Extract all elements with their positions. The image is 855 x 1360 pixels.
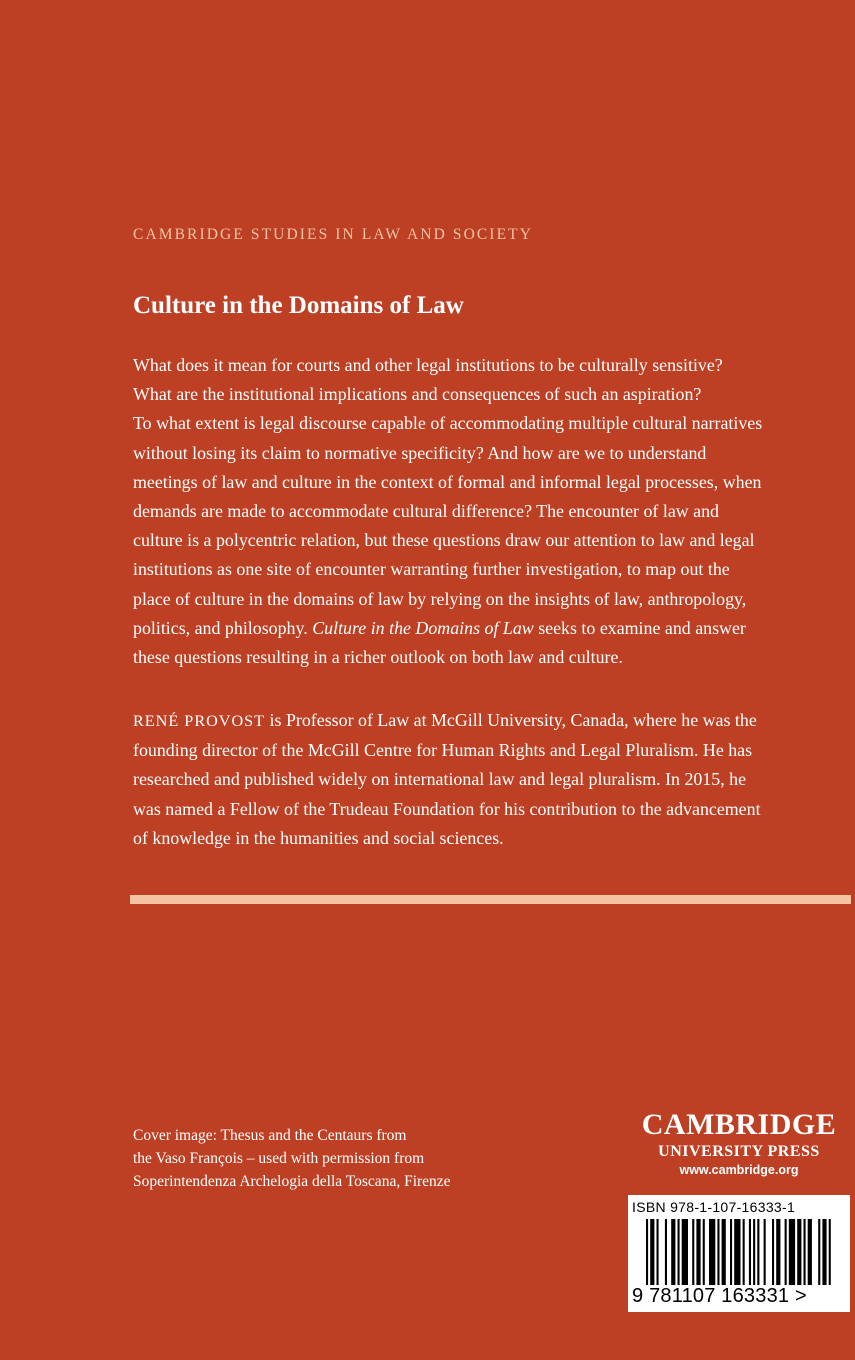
author-name: RENÉ PROVOST (133, 712, 266, 730)
book-title: Culture in the Domains of Law (133, 292, 464, 319)
barcode-bar (789, 1219, 795, 1285)
barcode-bar (717, 1219, 719, 1285)
barcode-bar (692, 1219, 694, 1285)
publisher-subname: UNIVERSITY PRESS (658, 1143, 820, 1160)
book-description (133, 351, 845, 672)
barcode-bar (730, 1219, 732, 1285)
isbn-label: ISBN 978-1-107-16333-1 (632, 1199, 796, 1215)
barcode-bar (785, 1219, 787, 1285)
publisher-logo (628, 1108, 850, 1178)
barcode-digits: 9 781107 163331 > (632, 1285, 807, 1307)
barcode-bar (804, 1219, 806, 1285)
divider-rule (130, 895, 851, 904)
description-line (133, 614, 845, 643)
barcode-bar (665, 1219, 667, 1285)
barcode-bar (650, 1219, 654, 1285)
barcode-bar (734, 1219, 740, 1285)
barcode-bar (818, 1219, 820, 1285)
barcode-bar (696, 1219, 700, 1285)
bio-line (133, 706, 845, 736)
description-line: meetings of law and culture in the context of formal and informal legal processes, when (133, 471, 762, 492)
cover-image-credit (133, 1124, 451, 1193)
barcode-bar (797, 1219, 801, 1285)
description-line: What does it mean for courts and other legal institutions to be culturally sensitive? (133, 355, 723, 375)
book-title-italic: Culture in the Domains of Law (312, 617, 534, 638)
description-line: without losing its claim to normative specificity? And how are we to understand (133, 442, 707, 463)
publisher-name: CAMBRIDGE (641, 1108, 837, 1141)
barcode-bar (743, 1219, 745, 1285)
barcode-bar (757, 1219, 759, 1285)
description-line: demands are made to accommodate cultural difference? The encounter of law and (133, 501, 719, 522)
isbn-barcode (628, 1195, 850, 1312)
bio-line: of knowledge in the humanities and social sciences. (133, 827, 504, 848)
series-title: CAMBRIDGE STUDIES IN LAW AND SOCIETY (133, 226, 534, 243)
barcode-bar (753, 1219, 755, 1285)
barcode-bar (671, 1219, 675, 1285)
barcode-bar (657, 1219, 659, 1285)
barcode-bar (703, 1219, 705, 1285)
author-bio (133, 706, 845, 853)
barcode-bar (776, 1219, 780, 1285)
description-line: institutions as one site of encounter warranting further investigation, to map out the (133, 559, 730, 580)
description-line: place of culture in the domains of law by relying on the insights of law, anthropology, (133, 588, 747, 609)
bio-line: founding director of the McGill Centre for Human Rights and Legal Pluralism. He has (133, 740, 753, 761)
barcode-bar (808, 1219, 812, 1285)
barcode-bar (646, 1219, 648, 1285)
barcode-bar (764, 1219, 766, 1285)
barcode-bar (829, 1219, 831, 1285)
barcode-bar (709, 1219, 715, 1285)
bio-line: was named a Fellow of the Trudeau Foundation for his contribution to the advancement (133, 798, 761, 819)
barcode-bar (722, 1219, 726, 1285)
description-text: seeks to examine and answer (533, 617, 746, 638)
description-line: these questions resulting in a richer outlook on both law and culture. (133, 647, 623, 668)
bio-line: researched and published widely on international law and legal pluralism. In 2015, he (133, 769, 747, 790)
credit-line: the Vaso François – used with permission from (133, 1150, 425, 1167)
barcode-bar (682, 1219, 688, 1285)
barcode-bar (678, 1219, 680, 1285)
barcode-bar (749, 1219, 751, 1285)
barcode-bar (772, 1219, 774, 1285)
publisher-url: www.cambridge.org (679, 1163, 799, 1177)
description-line: culture is a polycentric relation, but these questions draw our attention to law and legal (133, 530, 755, 551)
description-text: politics, and philosophy. (133, 617, 313, 638)
credit-line: Soperintendenza Archelogia della Toscana, Firenze (133, 1173, 451, 1190)
description-line: What are the institutional implications and consequences of such an aspiration? (133, 384, 702, 405)
barcode-bar (822, 1219, 826, 1285)
description-line: To what extent is legal discourse capable of accommodating multiple cultural narratives (133, 413, 763, 434)
bio-text: is Professor of Law at McGill University, Canada, where he was the (265, 710, 757, 730)
credit-line: Cover image: Thesus and the Centaurs from (133, 1127, 407, 1144)
